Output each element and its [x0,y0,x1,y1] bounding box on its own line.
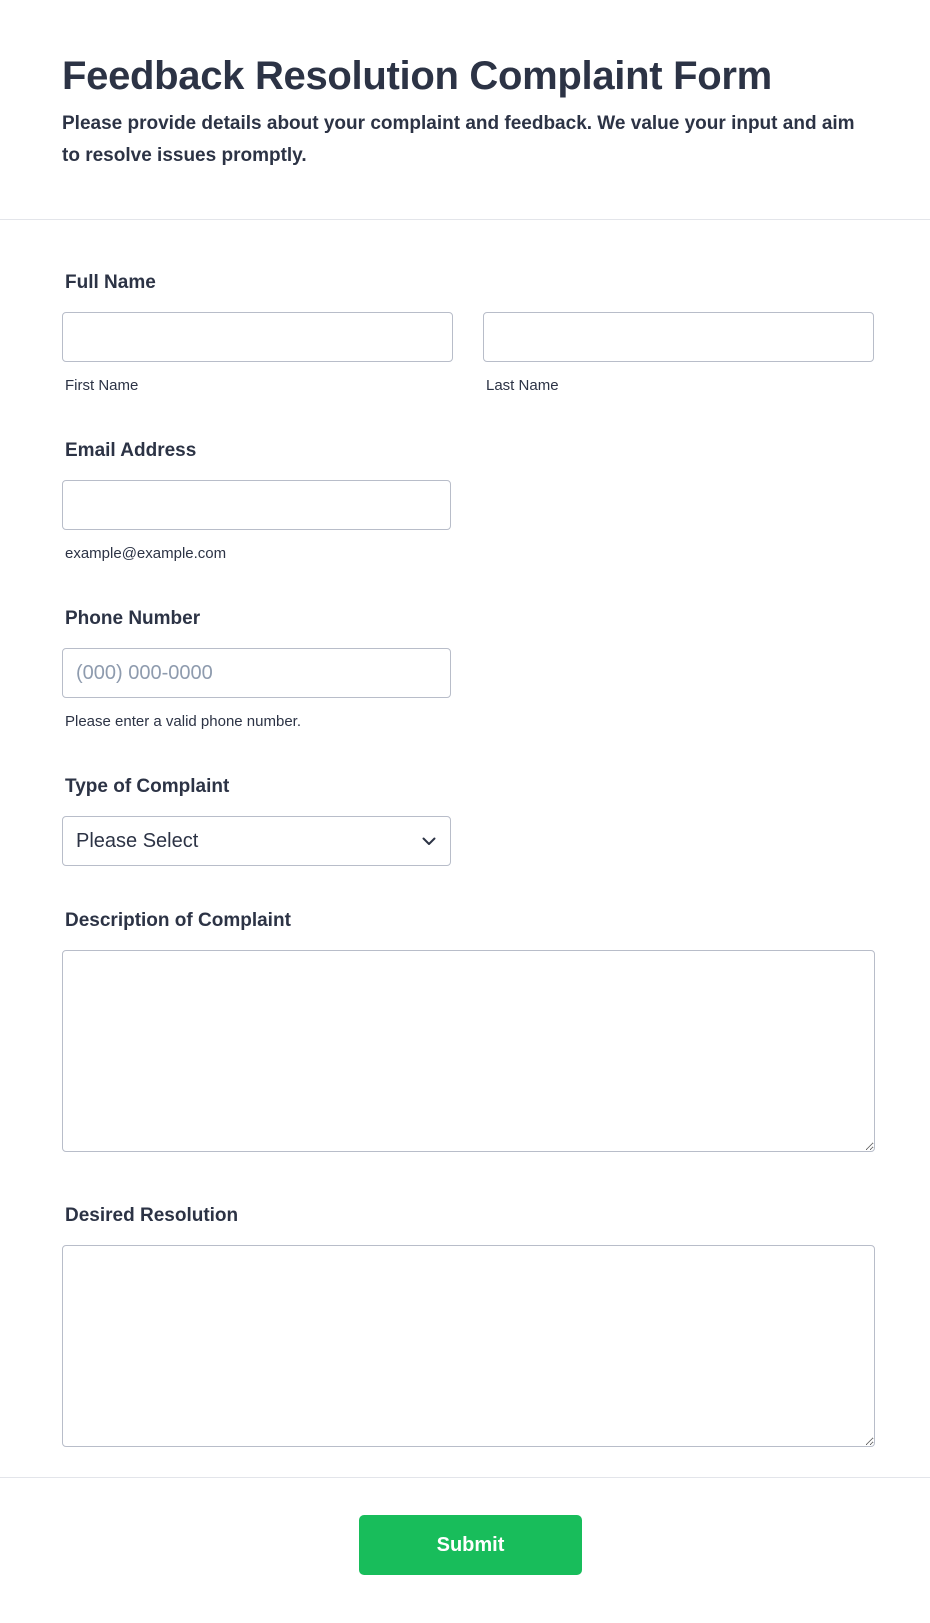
description-label: Description of Complaint [65,910,291,931]
first-name-sublabel: First Name [65,377,139,394]
phone-input[interactable] [62,648,451,698]
form-header [0,0,930,220]
chevron-down-icon [421,833,437,849]
form-body [0,271,930,1447]
email-input[interactable] [62,480,451,530]
full-name-field [62,271,868,396]
email-field [62,439,868,564]
form-subtitle: Please provide details about your complaint and feedback. We value your input and aim to resolve issues promptly. [62,113,855,166]
form-title: Feedback Resolution Complaint Form [62,54,772,98]
complaint-type-select[interactable] [62,816,451,866]
full-name-label: Full Name [65,272,156,293]
form-footer [0,1477,930,1623]
phone-field [62,607,868,732]
resolution-field [62,1204,868,1447]
description-field [62,909,868,1152]
last-name-input[interactable] [483,312,874,362]
complaint-type-field [62,775,868,866]
email-label: Email Address [65,440,197,461]
complaint-type-selected: Please Select [76,829,199,852]
phone-sublabel: Please enter a valid phone number. [65,713,301,730]
last-name-sublabel: Last Name [486,377,559,394]
email-sublabel: example@example.com [65,545,227,562]
resolution-textarea[interactable] [62,1245,875,1447]
resolution-label: Desired Resolution [65,1205,239,1226]
first-name-column [62,312,453,396]
submit-button[interactable]: Submit [359,1515,582,1575]
first-name-input[interactable] [62,312,453,362]
full-name-row [62,312,868,396]
last-name-column [483,312,874,396]
complaint-type-label: Type of Complaint [65,776,230,797]
phone-label: Phone Number [65,608,201,629]
description-textarea[interactable] [62,950,875,1152]
